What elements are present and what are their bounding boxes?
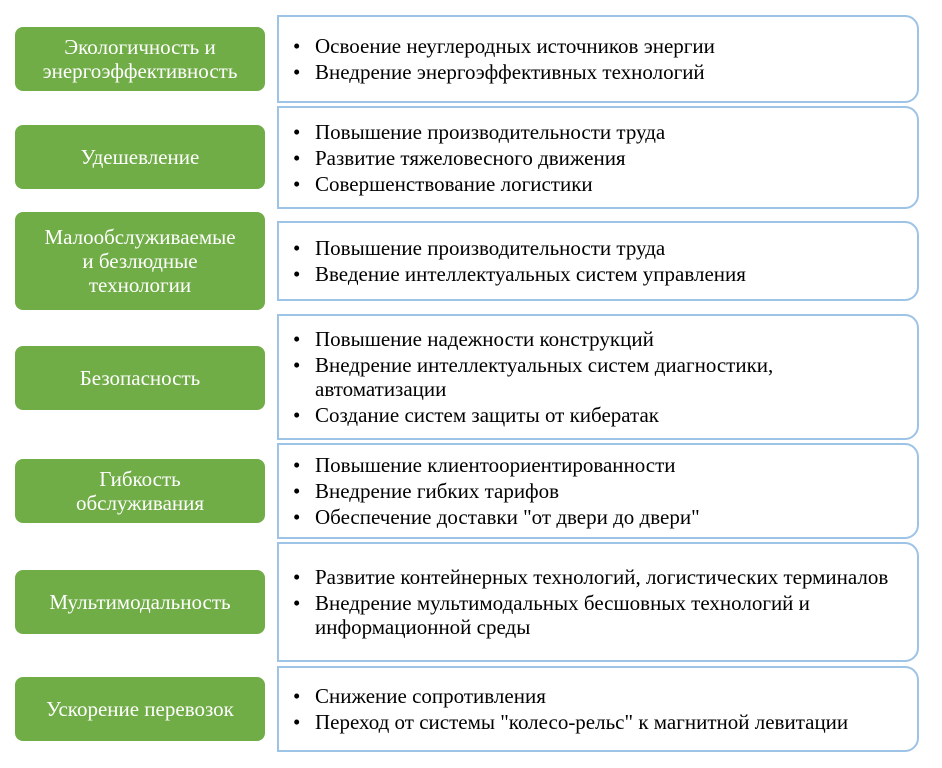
row-label-text: Гибкость обслуживания bbox=[75, 467, 205, 515]
bullet-icon: • bbox=[293, 591, 301, 615]
list-item-text: Внедрение гибких тарифов bbox=[315, 479, 560, 503]
bullet-list bbox=[279, 118, 917, 198]
row-box-multimodality bbox=[277, 542, 919, 662]
row-label-text: Ускорение перевозок bbox=[46, 697, 234, 721]
list-item-text: Повышение надежности конструкций bbox=[315, 327, 654, 351]
list-item-text: Внедрение энергоэффективных технологий bbox=[315, 60, 705, 84]
bullet-list bbox=[279, 234, 917, 288]
row-box-acceleration bbox=[277, 666, 919, 752]
list-item bbox=[293, 327, 907, 351]
bullet-icon: • bbox=[293, 119, 301, 144]
list-item bbox=[293, 403, 907, 427]
bullet-icon: • bbox=[293, 327, 301, 351]
row-label-safety bbox=[15, 346, 265, 410]
list-item-text: Внедрение мультимодальных бесшовных технологий и информационной среды bbox=[315, 591, 810, 639]
bullet-list bbox=[279, 451, 917, 531]
row-label-text: Безопасность bbox=[79, 366, 201, 390]
list-item-text: Повышение производительности труда bbox=[315, 119, 666, 144]
bullet-icon: • bbox=[293, 171, 301, 196]
bullet-icon: • bbox=[293, 505, 301, 529]
list-item bbox=[293, 145, 907, 170]
bullet-icon: • bbox=[293, 479, 301, 503]
list-item-text: Введение интеллектуальных систем управления bbox=[315, 262, 746, 286]
list-item-text: Совершенствование логистики bbox=[315, 171, 593, 196]
bullet-icon: • bbox=[293, 453, 301, 477]
list-item bbox=[293, 453, 907, 477]
row-label-text: Малообслуживаемые и безлюдные технологии bbox=[44, 225, 236, 297]
list-item-text: Повышение клиентоориентированности bbox=[315, 453, 676, 477]
bullet-icon: • bbox=[293, 34, 301, 58]
row-box-low-maintenance bbox=[277, 221, 919, 301]
row-label-acceleration bbox=[15, 677, 265, 741]
bullet-icon: • bbox=[293, 60, 301, 84]
row-label-flexibility bbox=[15, 459, 265, 523]
bullet-icon: • bbox=[293, 684, 301, 708]
bullet-icon: • bbox=[293, 353, 301, 377]
row-box-ecology bbox=[277, 15, 919, 103]
bullet-list bbox=[279, 682, 917, 736]
list-item-text: Обеспечение доставки "от двери до двери" bbox=[315, 505, 700, 529]
list-item-text: Внедрение интеллектуальных систем диагностики, автоматизации bbox=[315, 353, 774, 401]
bullet-list bbox=[279, 32, 917, 86]
list-item-text: Создание систем защиты от кибератак bbox=[315, 403, 660, 427]
list-item bbox=[293, 505, 907, 529]
list-item bbox=[293, 171, 907, 196]
row-label-cost-reduction bbox=[15, 125, 265, 189]
row-box-safety bbox=[277, 314, 919, 440]
list-item bbox=[293, 684, 907, 708]
bullet-icon: • bbox=[293, 403, 301, 427]
list-item bbox=[293, 236, 907, 260]
list-item-text: Переход от системы "колесо-рельс" к магнитной левитации bbox=[315, 710, 849, 734]
row-label-ecology bbox=[15, 27, 265, 91]
row-label-text: Экологичность и энергоэффективность bbox=[42, 35, 238, 83]
bullet-icon: • bbox=[293, 145, 301, 170]
list-item-text: Снижение сопротивления bbox=[315, 684, 546, 708]
bullet-icon: • bbox=[293, 565, 301, 589]
list-item bbox=[293, 119, 907, 144]
list-item bbox=[293, 565, 907, 589]
row-label-multimodality bbox=[15, 570, 265, 634]
list-item-text: Развитие контейнерных технологий, логистических терминалов bbox=[315, 565, 889, 589]
row-label-text: Удешевление bbox=[80, 145, 200, 169]
bullet-icon: • bbox=[293, 710, 301, 734]
list-item bbox=[293, 60, 907, 84]
row-box-flexibility bbox=[277, 443, 919, 539]
list-item-text: Развитие тяжеловесного движения bbox=[315, 145, 626, 170]
row-label-text: Мультимодальность bbox=[49, 590, 231, 614]
list-item bbox=[293, 710, 907, 734]
bullet-icon: • bbox=[293, 262, 301, 286]
row-label-low-maintenance bbox=[15, 212, 265, 310]
list-item-text: Повышение производительности труда bbox=[315, 236, 666, 260]
bullet-list bbox=[279, 325, 917, 429]
list-item bbox=[293, 479, 907, 503]
list-item bbox=[293, 34, 907, 58]
list-item-text: Освоение неуглеродных источников энергии bbox=[315, 34, 715, 58]
list-item bbox=[293, 591, 907, 639]
bullet-list bbox=[279, 563, 917, 641]
list-item bbox=[293, 353, 907, 401]
row-box-cost-reduction bbox=[277, 106, 919, 209]
list-item bbox=[293, 262, 907, 286]
bullet-icon: • bbox=[293, 236, 301, 260]
